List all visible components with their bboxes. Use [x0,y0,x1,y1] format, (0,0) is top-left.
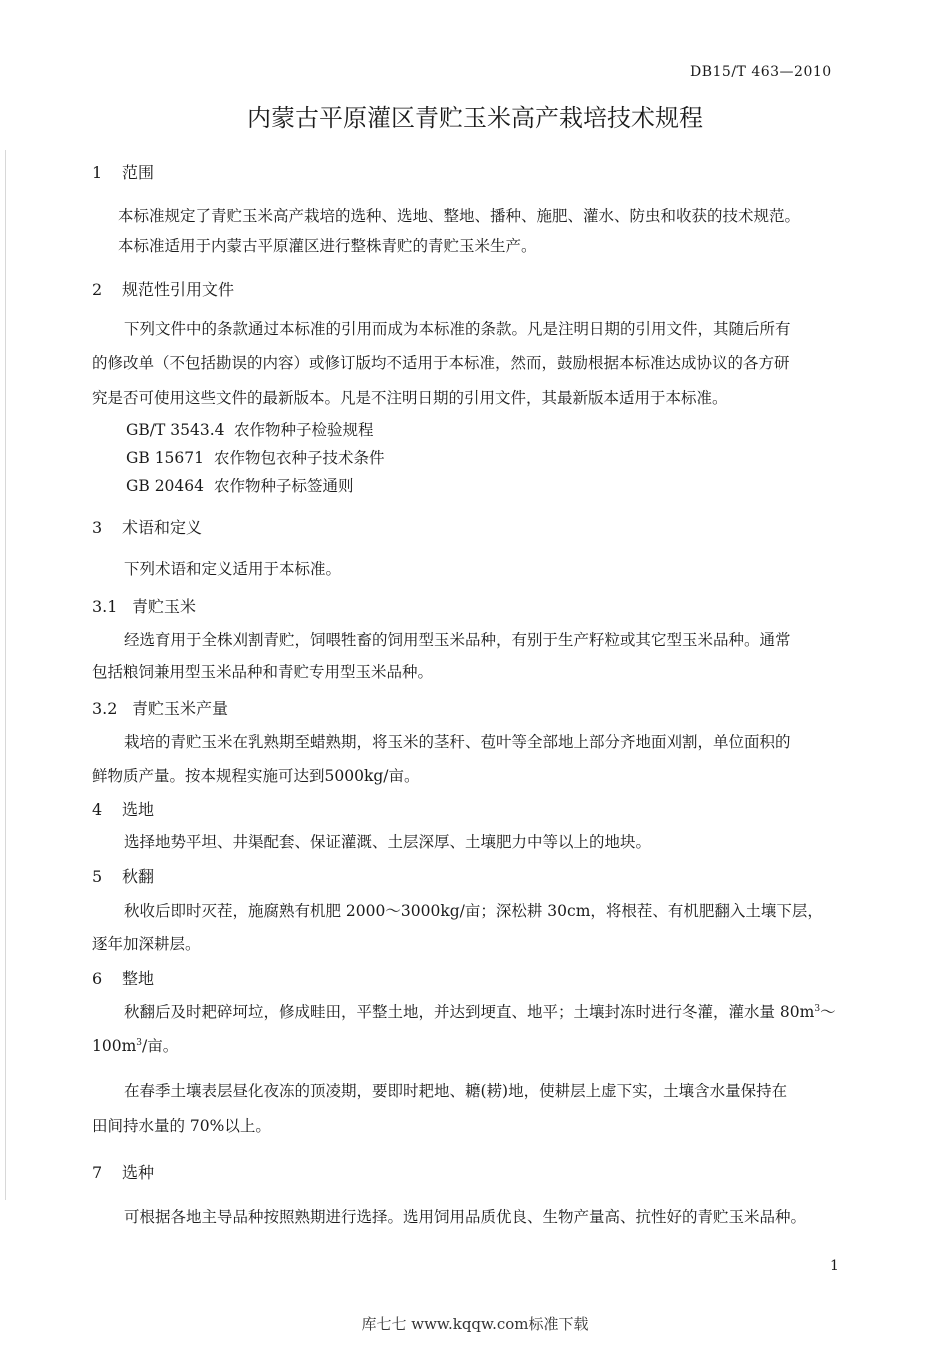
paragraph-line [124,1000,836,1022]
paragraph-line: 鲜物质产量。按本规程实施可达到5000kg/亩。 [92,767,420,785]
reference-name: 农作物种子检验规程 [234,421,374,439]
standard-code: DB15/T 463—2010 [690,64,832,80]
document-title: 内蒙古平原灌区青贮玉米高产栽培技术规程 [247,104,703,132]
superscript: 3 [814,1003,821,1014]
section-6-heading [92,966,154,989]
section-title: 术语和定义 [122,518,203,537]
scan-edge [5,150,6,1200]
reference-name: 农作物种子标签通则 [214,477,354,495]
text-run: 秋翻后及时耙碎坷垃，修成畦田，平整土地，并达到埂直、地平；土壤封冻时进行冬灌，灌水量 80m [124,1003,815,1021]
section-number: 3.1 [92,597,118,616]
section-title: 秋翻 [122,867,155,886]
section-number: 3.2 [92,699,118,718]
subsection-3-1-heading [92,594,196,617]
reference-code: GB 15671 [126,449,205,467]
section-4-heading [92,797,154,820]
reference-item [126,474,354,496]
section-title: 选种 [122,1163,155,1182]
paragraph-line: 的修改单（不包括勘误的内容）或修订版均不适用于本标准，然而，鼓励根据本标准达成协议的各方研 [92,354,790,372]
footer-watermark: 库七七 www.kqqw.com标准下载 [361,1315,589,1333]
section-number: 6 [92,969,103,988]
section-5-heading [92,864,154,887]
paragraph-line: 下列文件中的条款通过本标准的引用而成为本标准的条款。凡是注明日期的引用文件，其随后所有 [124,320,791,338]
page-number: 1 [830,1258,839,1274]
section-number: 2 [92,280,103,299]
text-run: /亩。 [142,1037,179,1055]
paragraph-line: 究是否可使用这些文件的最新版本。凡是不注明日期的引用文件，其最新版本适用于本标准。 [92,389,728,407]
reference-item [126,446,385,468]
section-number: 1 [92,163,103,182]
reference-item [126,418,374,440]
paragraph-line: 栽培的青贮玉米在乳熟期至蜡熟期，将玉米的茎秆、苞叶等全部地上部分齐地面刈割，单位面积的 [124,733,791,751]
paragraph-line: 包括粮饲兼用型玉米品种和青贮专用型玉米品种。 [92,663,434,681]
section-number: 7 [92,1163,103,1182]
paragraph: 选择地势平坦、井渠配套、保证灌溉、土层深厚、土壤肥力中等以上的地块。 [124,833,652,851]
paragraph-line: 田间持水量的 70%以上。 [92,1117,271,1135]
paragraph-line: 逐年加深耕层。 [92,935,201,953]
paragraph-line: 在春季土壤表层昼化夜冻的顶凌期，要即时耙地、耱(耢)地，使耕层上虚下实，土壤含水量保持在 [124,1082,788,1100]
reference-code: GB 20464 [126,477,205,495]
section-1-heading [92,160,154,183]
section-number: 3 [92,518,103,537]
text-run: ～ [820,1003,836,1021]
paragraph-line [92,1034,178,1056]
paragraph: 本标准规定了青贮玉米高产栽培的选种、选地、整地、播种、施肥、灌水、防虫和收获的技术规范。 [118,207,801,225]
text-run: 100m [92,1037,137,1055]
section-title: 规范性引用文件 [122,280,235,299]
subsection-3-2-heading [92,696,228,719]
section-title: 青贮玉米 [132,597,197,616]
section-title: 青贮玉米产量 [132,699,229,718]
reference-code: GB/T 3543.4 [126,421,225,439]
section-2-heading [92,277,234,300]
section-title: 范围 [122,163,155,182]
superscript: 3 [136,1037,143,1048]
paragraph-line: 经选育用于全株刈割青贮，饲喂牲畜的饲用型玉米品种，有别于生产籽粒或其它型玉米品种。通常 [124,631,791,649]
section-3-heading [92,515,202,538]
paragraph: 本标准适用于内蒙古平原灌区进行整株青贮的青贮玉米生产。 [118,237,537,255]
section-title: 整地 [122,969,155,988]
paragraph-line: 秋收后即时灭茬，施腐熟有机肥 2000～3000kg/亩；深松耕 30cm，将根茬、有机肥翻入土壤下层， [124,902,823,920]
section-7-heading [92,1160,154,1183]
paragraph: 下列术语和定义适用于本标准。 [124,560,342,578]
reference-name: 农作物包衣种子技术条件 [214,449,385,467]
paragraph: 可根据各地主导品种按照熟期进行选择。选用饲用品质优良、生物产量高、抗性好的青贮玉米品种。 [124,1208,807,1226]
section-number: 5 [92,867,103,886]
section-title: 选地 [122,800,155,819]
section-number: 4 [92,800,103,819]
